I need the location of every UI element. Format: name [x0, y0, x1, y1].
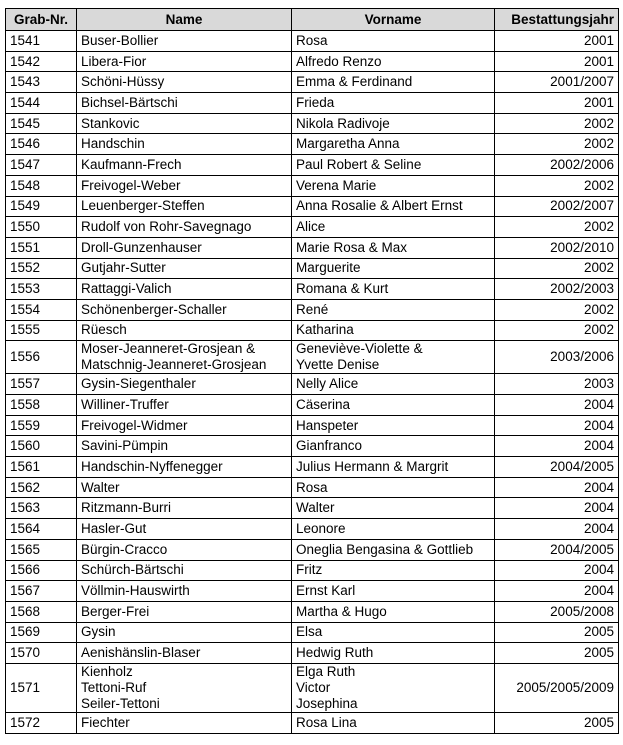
grave-number-cell: 1567: [6, 581, 77, 602]
burial-year-cell: 2002/2010: [495, 237, 619, 258]
firstname-cell: [292, 31, 495, 52]
burial-year-cell: 2001/2007: [495, 72, 619, 93]
firstname-line: Julius Hermann & Margrit: [296, 458, 449, 474]
firstname-line: Elga Ruth: [296, 663, 356, 679]
table-row: [6, 72, 619, 93]
table-row: [6, 415, 619, 436]
name-line: Schönenberger-Schaller: [81, 301, 227, 317]
table-row: [6, 477, 619, 498]
firstname-line: Oneglia Bengasina & Gottlieb: [296, 541, 474, 557]
name-line: Droll-Gunzenhauser: [81, 239, 202, 255]
name-cell: [77, 457, 292, 478]
firstname-line: Geneviève-Violette &: [296, 341, 423, 357]
name-cell: [77, 560, 292, 581]
grave-number-cell: 1548: [6, 175, 77, 196]
name-line: Rudolf von Rohr-Savegnago: [81, 219, 252, 235]
name-line: Moser-Jeanneret-Grosjean &: [81, 341, 256, 357]
name-cell: [77, 217, 292, 238]
firstname-cell: [292, 175, 495, 196]
firstname-cell: [292, 519, 495, 540]
name-line: Handschin-Nyffenegger: [81, 458, 223, 474]
burial-year-cell: 2004/2005: [495, 539, 619, 560]
table-row: [6, 320, 619, 341]
table-row: [6, 663, 619, 712]
grave-register-table: [5, 8, 619, 734]
table-row: [6, 175, 619, 196]
name-line: Kienholz: [81, 663, 133, 679]
firstname-line: Paul Robert & Seline: [296, 156, 422, 172]
name-cell: [77, 498, 292, 519]
grave-number-cell: 1549: [6, 196, 77, 217]
firstname-line: Martha & Hugo: [296, 603, 387, 619]
table-row: [6, 31, 619, 52]
table-row: [6, 436, 619, 457]
grave-number-cell: 1560: [6, 436, 77, 457]
burial-year-cell: 2002: [495, 134, 619, 155]
firstname-cell: [292, 457, 495, 478]
burial-year-cell: 2004: [495, 519, 619, 540]
grave-number-cell: 1547: [6, 155, 77, 176]
table-row: [6, 395, 619, 416]
name-line: Buser-Bollier: [81, 32, 159, 48]
name-cell: [77, 51, 292, 72]
header-row: [6, 9, 619, 31]
grave-number-cell: 1554: [6, 299, 77, 320]
table-row: [6, 560, 619, 581]
name-line: Williner-Truffer: [81, 396, 169, 412]
table-row: [6, 217, 619, 238]
table-row: [6, 134, 619, 155]
name-cell: [77, 712, 292, 733]
firstname-line: Marguerite: [296, 260, 361, 276]
burial-year-cell: 2004: [495, 581, 619, 602]
firstname-cell: [292, 663, 495, 712]
firstname-line: Margaretha Anna: [296, 136, 400, 152]
grave-number-cell: 1563: [6, 498, 77, 519]
name-line: Libera-Fior: [81, 53, 147, 69]
firstname-line: Alice: [296, 219, 326, 235]
firstname-line: Elsa: [296, 624, 323, 640]
burial-year-cell: 2003: [495, 374, 619, 395]
table-row: [6, 341, 619, 374]
firstname-cell: [292, 395, 495, 416]
grave-number-cell: 1541: [6, 31, 77, 52]
firstname-line: Rosa: [296, 32, 328, 48]
header-firstname: Vorname: [292, 9, 495, 31]
firstname-cell: [292, 134, 495, 155]
name-cell: [77, 477, 292, 498]
name-cell: [77, 581, 292, 602]
name-line: Leuenberger-Steffen: [81, 198, 205, 214]
burial-year-cell: 2002: [495, 113, 619, 134]
table-row: [6, 113, 619, 134]
burial-year-cell: 2002/2007: [495, 196, 619, 217]
firstname-line: Victor: [296, 679, 331, 695]
firstname-line: Emma & Ferdinand: [296, 74, 413, 90]
burial-year-cell: 2001: [495, 93, 619, 114]
grave-number-cell: 1565: [6, 539, 77, 560]
name-line: Stankovic: [81, 115, 140, 131]
firstname-cell: [292, 560, 495, 581]
firstname-line: Yvette Denise: [296, 357, 380, 373]
grave-number-cell: 1550: [6, 217, 77, 238]
firstname-line: Rosa Lina: [296, 714, 357, 730]
firstname-cell: [292, 279, 495, 300]
grave-number-cell: 1561: [6, 457, 77, 478]
name-cell: [77, 622, 292, 643]
firstname-line: Leonore: [296, 520, 346, 536]
name-cell: [77, 196, 292, 217]
name-line: Aenishänslin-Blaser: [81, 645, 201, 661]
firstname-line: Nikola Radivoje: [296, 115, 390, 131]
grave-number-cell: 1570: [6, 643, 77, 664]
name-cell: [77, 395, 292, 416]
grave-number-cell: 1566: [6, 560, 77, 581]
name-cell: [77, 72, 292, 93]
grave-number-cell: 1552: [6, 258, 77, 279]
name-line: Rattaggi-Valich: [81, 281, 172, 297]
firstname-cell: [292, 374, 495, 395]
table-row: [6, 601, 619, 622]
table-row: [6, 51, 619, 72]
burial-year-cell: 2005/2008: [495, 601, 619, 622]
grave-number-cell: 1556: [6, 341, 77, 374]
name-line: Seiler-Tettoni: [81, 695, 160, 711]
table-row: [6, 519, 619, 540]
burial-year-cell: 2004: [495, 477, 619, 498]
firstname-cell: [292, 539, 495, 560]
firstname-cell: [292, 217, 495, 238]
firstname-cell: [292, 643, 495, 664]
burial-year-cell: 2002/2006: [495, 155, 619, 176]
burial-year-cell: 2001: [495, 51, 619, 72]
grave-number-cell: 1543: [6, 72, 77, 93]
burial-year-cell: 2002: [495, 320, 619, 341]
burial-year-cell: 2002: [495, 217, 619, 238]
header-name: Name: [77, 9, 292, 31]
firstname-line: Verena Marie: [296, 177, 377, 193]
grave-number-cell: 1546: [6, 134, 77, 155]
name-line: Ritzmann-Burri: [81, 500, 172, 516]
firstname-line: Marie Rosa & Max: [296, 239, 408, 255]
firstname-line: Alfredo Renzo: [296, 53, 382, 69]
header-grave-number: Grab-Nr.: [6, 9, 77, 31]
grave-number-cell: 1562: [6, 477, 77, 498]
name-cell: [77, 539, 292, 560]
name-line: Hasler-Gut: [81, 520, 147, 536]
grave-number-cell: 1564: [6, 519, 77, 540]
firstname-cell: [292, 72, 495, 93]
burial-year-cell: 2001: [495, 31, 619, 52]
name-line: Savini-Pümpin: [81, 438, 169, 454]
name-line: Matschnig-Jeanneret-Grosjean: [81, 357, 267, 373]
name-cell: [77, 663, 292, 712]
grave-number-cell: 1571: [6, 663, 77, 712]
name-line: Bürgin-Cracco: [81, 541, 168, 557]
table-row: [6, 196, 619, 217]
name-cell: [77, 93, 292, 114]
name-line: Kaufmann-Frech: [81, 156, 182, 172]
firstname-cell: [292, 477, 495, 498]
table-row: [6, 237, 619, 258]
name-line: Gutjahr-Sutter: [81, 260, 166, 276]
name-line: Handschin: [81, 136, 145, 152]
table-row: [6, 643, 619, 664]
name-line: Gysin: [81, 624, 116, 640]
burial-year-cell: 2003/2006: [495, 341, 619, 374]
burial-year-cell: 2002: [495, 175, 619, 196]
name-line: Bichsel-Bärtschi: [81, 94, 178, 110]
firstname-line: Fritz: [296, 562, 323, 578]
name-cell: [77, 155, 292, 176]
firstname-cell: [292, 622, 495, 643]
firstname-line: Katharina: [296, 322, 354, 338]
firstname-cell: [292, 581, 495, 602]
table-row: [6, 258, 619, 279]
burial-year-cell: 2002/2003: [495, 279, 619, 300]
table-row: [6, 374, 619, 395]
grave-number-cell: 1558: [6, 395, 77, 416]
table-row: [6, 457, 619, 478]
table-row: [6, 155, 619, 176]
table-row: [6, 712, 619, 733]
grave-number-cell: 1569: [6, 622, 77, 643]
firstname-cell: [292, 341, 495, 374]
firstname-cell: [292, 93, 495, 114]
table-row: [6, 498, 619, 519]
name-line: Walter: [81, 479, 120, 495]
firstname-line: Rosa: [296, 479, 328, 495]
firstname-line: Josephina: [296, 695, 358, 711]
burial-year-cell: 2004: [495, 415, 619, 436]
burial-year-cell: 2005: [495, 712, 619, 733]
name-line: Berger-Frei: [81, 603, 150, 619]
name-cell: [77, 320, 292, 341]
firstname-line: Walter: [296, 500, 335, 516]
firstname-cell: [292, 196, 495, 217]
name-cell: [77, 237, 292, 258]
table-body: [6, 31, 619, 734]
name-line: Schöni-Hüssy: [81, 74, 165, 90]
grave-number-cell: 1572: [6, 712, 77, 733]
firstname-line: Hedwig Ruth: [296, 645, 374, 661]
burial-year-cell: 2004/2005: [495, 457, 619, 478]
name-cell: [77, 341, 292, 374]
firstname-cell: [292, 51, 495, 72]
firstname-line: René: [296, 301, 329, 317]
burial-year-cell: 2002: [495, 258, 619, 279]
name-line: Schürch-Bärtschi: [81, 562, 184, 578]
firstname-cell: [292, 155, 495, 176]
burial-year-cell: 2004: [495, 560, 619, 581]
firstname-cell: [292, 113, 495, 134]
firstname-cell: [292, 498, 495, 519]
name-cell: [77, 299, 292, 320]
burial-year-cell: 2004: [495, 498, 619, 519]
table-row: [6, 279, 619, 300]
grave-number-cell: 1555: [6, 320, 77, 341]
name-cell: [77, 519, 292, 540]
firstname-cell: [292, 237, 495, 258]
firstname-cell: [292, 601, 495, 622]
name-cell: [77, 643, 292, 664]
firstname-line: Hanspeter: [296, 417, 359, 433]
burial-year-cell: 2005: [495, 643, 619, 664]
name-cell: [77, 436, 292, 457]
grave-number-cell: 1557: [6, 374, 77, 395]
name-line: Rüesch: [81, 322, 127, 338]
burial-year-cell: 2005/2005/2009: [495, 663, 619, 712]
grave-number-cell: 1545: [6, 113, 77, 134]
name-line: Völlmin-Hauswirth: [81, 583, 190, 599]
name-cell: [77, 258, 292, 279]
firstname-cell: [292, 415, 495, 436]
name-line: Gysin-Siegenthaler: [81, 376, 196, 392]
firstname-cell: [292, 712, 495, 733]
firstname-line: Romana & Kurt: [296, 281, 389, 297]
firstname-line: Cäserina: [296, 396, 351, 412]
name-cell: [77, 31, 292, 52]
header-burial-year: Bestattungsjahr: [495, 9, 619, 31]
firstname-line: Nelly Alice: [296, 376, 359, 392]
name-cell: [77, 175, 292, 196]
name-cell: [77, 374, 292, 395]
firstname-cell: [292, 258, 495, 279]
grave-number-cell: 1551: [6, 237, 77, 258]
name-line: Fiechter: [81, 714, 130, 730]
table-row: [6, 539, 619, 560]
firstname-cell: [292, 320, 495, 341]
firstname-line: Anna Rosalie & Albert Ernst: [296, 198, 463, 214]
burial-year-cell: 2002: [495, 299, 619, 320]
table-row: [6, 93, 619, 114]
name-cell: [77, 279, 292, 300]
name-cell: [77, 601, 292, 622]
name-line: Tettoni-Ruf: [81, 679, 147, 695]
firstname-cell: [292, 299, 495, 320]
table-row: [6, 622, 619, 643]
burial-year-cell: 2004: [495, 436, 619, 457]
burial-year-cell: 2004: [495, 395, 619, 416]
grave-number-cell: 1559: [6, 415, 77, 436]
name-cell: [77, 415, 292, 436]
name-cell: [77, 113, 292, 134]
burial-year-cell: 2005: [495, 622, 619, 643]
name-cell: [77, 134, 292, 155]
grave-number-cell: 1542: [6, 51, 77, 72]
grave-number-cell: 1553: [6, 279, 77, 300]
grave-number-cell: 1544: [6, 93, 77, 114]
firstname-line: Frieda: [296, 94, 335, 110]
firstname-line: Ernst Karl: [296, 583, 356, 599]
firstname-line: Gianfranco: [296, 438, 363, 454]
name-line: Freivogel-Weber: [81, 177, 181, 193]
table-row: [6, 299, 619, 320]
table-row: [6, 581, 619, 602]
name-line: Freivogel-Widmer: [81, 417, 188, 433]
firstname-cell: [292, 436, 495, 457]
grave-number-cell: 1568: [6, 601, 77, 622]
